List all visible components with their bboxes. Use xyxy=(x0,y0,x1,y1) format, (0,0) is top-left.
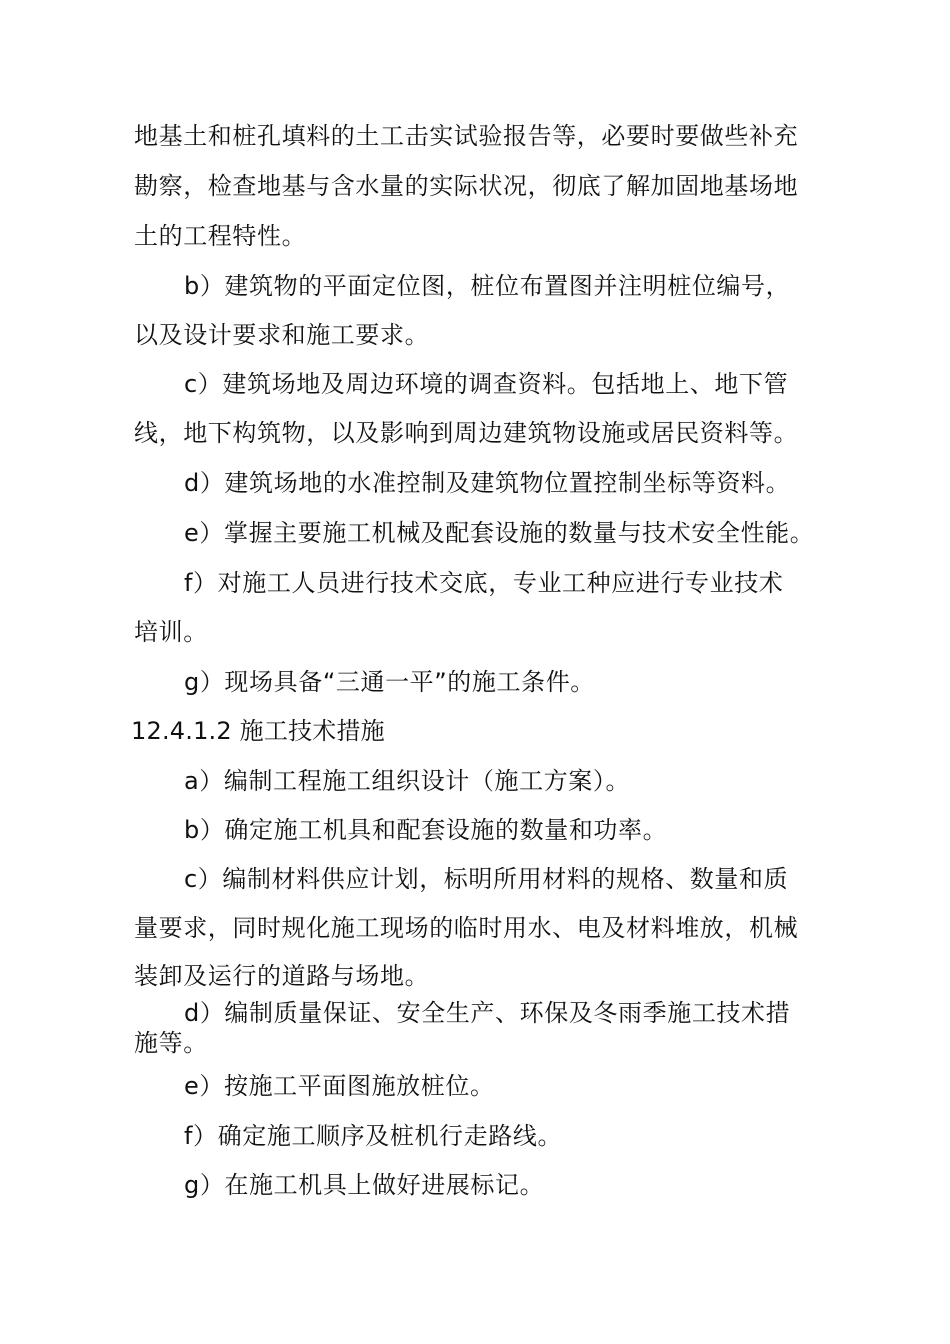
list-item-g: g）现场具备“三通一平”的施工条件。 xyxy=(184,668,595,696)
text-line: 装卸及运行的道路与场地。 xyxy=(134,962,430,990)
text-line: 土的工程特性。 xyxy=(134,222,307,250)
section-heading: 12.4.1.2 施工技术措施 xyxy=(131,717,385,745)
list-item-c: c）建筑场地及周边环境的调查资料。包括地上、地下管 xyxy=(184,370,789,398)
text-line: 勘察，检查地基与含水量的实际状况，彻底了解加固地基场地 xyxy=(134,172,799,200)
text-line: 线，地下构筑物，以及影响到周边建筑物设施或居民资料等。 xyxy=(134,419,799,447)
list-item-f: f）对施工人员进行技术交底，专业工种应进行专业技术 xyxy=(184,569,784,597)
list-item-g: g）在施工机具上做好进展标记。 xyxy=(184,1171,545,1199)
text-line: 量要求，同时规化施工现场的临时用水、电及材料堆放，机械 xyxy=(134,914,799,942)
list-item-c: c）编制材料供应计划，标明所用材料的规格、数量和质 xyxy=(184,865,789,893)
list-item-f: f）确定施工顺序及桩机行走路线。 xyxy=(184,1122,563,1150)
text-line: 地基土和桩孔填料的土工击实试验报告等，必要时要做些补充 xyxy=(134,122,799,150)
list-item-e: e）按施工平面图施放桩位。 xyxy=(184,1072,495,1100)
text-line: 以及设计要求和施工要求。 xyxy=(134,321,430,349)
text-line: 施等。 xyxy=(134,1029,208,1057)
list-item-b: b）建筑物的平面定位图，桩位布置图并注明桩位编号， xyxy=(184,272,791,300)
list-item-a: a）编制工程施工组织设计（施工方案）。 xyxy=(184,767,631,795)
text-line: 培训。 xyxy=(134,618,208,646)
list-item-d: d）编制质量保证、安全生产、环保及冬雨季施工技术措 xyxy=(184,999,791,1027)
list-item-e: e）掌握主要施工机械及配套设施的数量与技术安全性能。 xyxy=(184,519,815,547)
list-item-b: b）确定施工机具和配套设施的数量和功率。 xyxy=(184,816,668,844)
list-item-d: d）建筑场地的水准控制及建筑物位置控制坐标等资料。 xyxy=(184,469,791,497)
